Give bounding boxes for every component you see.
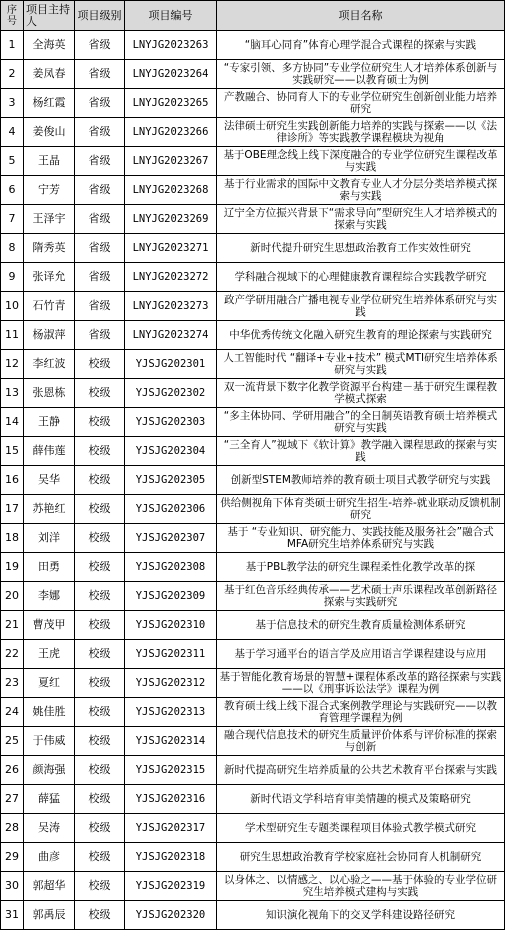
cell-host[interactable]: 石竹青: [24, 292, 75, 321]
cell-code[interactable]: YJSJG202314: [125, 727, 217, 756]
cell-seq[interactable]: 10: [0, 292, 24, 321]
cell-project-name[interactable]: [217, 408, 505, 437]
project-name-text: 融合现代信息技术的研究生质量评价体系与评价标准的探索与创新: [224, 729, 497, 753]
cell-seq[interactable]: 25: [0, 727, 24, 756]
cell-project-name[interactable]: [217, 727, 505, 756]
cell-seq[interactable]: 22: [0, 640, 24, 669]
cell-seq[interactable]: 1: [0, 31, 24, 60]
cell-level[interactable]: 校级: [75, 582, 125, 611]
cell-level[interactable]: 省级: [75, 321, 125, 350]
cell-seq[interactable]: 2: [0, 60, 24, 89]
project-name-text: 研究生思想政治教育学校家庭社会协同育人机制研究: [239, 851, 482, 863]
cell-code[interactable]: YJSJG202308: [125, 553, 217, 582]
cell-level[interactable]: 校级: [75, 669, 125, 698]
cell-level[interactable]: 校级: [75, 756, 125, 785]
cell-host[interactable]: 李红波: [24, 350, 75, 379]
cell-project-name[interactable]: [217, 698, 505, 727]
cell-level[interactable]: 校级: [75, 524, 125, 553]
cell-code[interactable]: LNYJG2023267: [125, 147, 217, 176]
project-name-text: 基于PBL教学法的研究生课程柔性化教学改革的探: [245, 561, 476, 573]
cell-host[interactable]: 王泽宇: [24, 205, 75, 234]
cell-project-name[interactable]: [217, 205, 505, 234]
cell-code[interactable]: YJSJG202315: [125, 756, 217, 785]
cell-project-name[interactable]: [217, 292, 505, 321]
cell-code[interactable]: LNYJG2023274: [125, 321, 217, 350]
cell-host[interactable]: 王晶: [24, 147, 75, 176]
cell-level[interactable]: 校级: [75, 785, 125, 814]
cell-host[interactable]: 李娜: [24, 582, 75, 611]
cell-level[interactable]: 校级: [75, 408, 125, 437]
cell-host[interactable]: 张译允: [24, 263, 75, 292]
header-code[interactable]: 项目编号: [125, 0, 217, 31]
cell-seq[interactable]: 16: [0, 466, 24, 495]
cell-level[interactable]: 校级: [75, 466, 125, 495]
header-level[interactable]: 项目级别: [75, 0, 125, 31]
cell-code[interactable]: YJSJG202303: [125, 408, 217, 437]
project-name-text: 学术型研究生专题类课程项目体验式教学模式研究: [245, 822, 476, 834]
cell-code[interactable]: YJSJG202306: [125, 495, 217, 524]
cell-seq[interactable]: 8: [0, 234, 24, 263]
cell-level[interactable]: 校级: [75, 495, 125, 524]
cell-host[interactable]: 于伟威: [24, 727, 75, 756]
project-name-text: 学科融合视域下的心理健康教育课程综合实践教学研究: [234, 271, 487, 283]
cell-project-name[interactable]: [217, 263, 505, 292]
cell-code[interactable]: YJSJG202320: [125, 901, 217, 930]
cell-level[interactable]: 校级: [75, 350, 125, 379]
project-name-text: 产教融合、协同育人下的专业学位研究生创新创业能力培养研究: [224, 91, 497, 115]
cell-host[interactable]: 全海英: [24, 31, 75, 60]
project-name-text: 人工智能时代 “翻译+专业+技术” 模式MTI研究生培养体系研究与实践: [223, 352, 498, 376]
cell-level[interactable]: 校级: [75, 437, 125, 466]
cell-seq[interactable]: 29: [0, 843, 24, 872]
cell-host[interactable]: 王虎: [24, 640, 75, 669]
cell-seq[interactable]: 26: [0, 756, 24, 785]
cell-level[interactable]: 省级: [75, 118, 125, 147]
cell-code[interactable]: LNYJG2023263: [125, 31, 217, 60]
project-name-text: 新时代提高研究生培养质量的公共艺术教育平台探索与实践: [224, 764, 497, 776]
cell-project-name[interactable]: [217, 495, 505, 524]
cell-project-name[interactable]: [217, 31, 505, 60]
project-name-text: 基于红色音乐经典传承——艺术硕士声乐课程改革创新路径探索与实践研究: [224, 584, 497, 608]
cell-seq[interactable]: 28: [0, 814, 24, 843]
cell-project-name[interactable]: [217, 872, 505, 901]
cell-host[interactable]: 张恩栋: [24, 379, 75, 408]
cell-level[interactable]: 省级: [75, 60, 125, 89]
cell-level[interactable]: 校级: [75, 872, 125, 901]
cell-code[interactable]: LNYJG2023272: [125, 263, 217, 292]
cell-level[interactable]: 省级: [75, 176, 125, 205]
cell-level[interactable]: 校级: [75, 814, 125, 843]
cell-host[interactable]: 夏红: [24, 669, 75, 698]
cell-host[interactable]: 杨红霞: [24, 89, 75, 118]
cell-project-name[interactable]: [217, 669, 505, 698]
project-name-text: 中华优秀传统文化融入研究生教育的理论探索与实践研究: [229, 329, 492, 341]
cell-seq[interactable]: 23: [0, 669, 24, 698]
cell-level[interactable]: 校级: [75, 611, 125, 640]
cell-project-name[interactable]: [217, 843, 505, 872]
cell-seq[interactable]: 6: [0, 176, 24, 205]
cell-project-name[interactable]: [217, 350, 505, 379]
cell-host[interactable]: 姜俊山: [24, 118, 75, 147]
cell-code[interactable]: YJSJG202302: [125, 379, 217, 408]
header-host[interactable]: 项目主持人: [24, 0, 75, 31]
cell-project-name[interactable]: [217, 582, 505, 611]
cell-level[interactable]: 校级: [75, 379, 125, 408]
cell-project-name[interactable]: [217, 176, 505, 205]
cell-seq[interactable]: 9: [0, 263, 24, 292]
cell-code[interactable]: YJSJG202304: [125, 437, 217, 466]
cell-host[interactable]: 吴华: [24, 466, 75, 495]
cell-host[interactable]: 苏艳红: [24, 495, 75, 524]
project-name-text: 新时代提升研究生思想政治教育工作实效性研究: [250, 242, 471, 254]
project-name-text: 知识演化视角下的交叉学科建设路径研究: [266, 909, 455, 921]
cell-host[interactable]: 颜海强: [24, 756, 75, 785]
cell-host[interactable]: 薛伟莲: [24, 437, 75, 466]
cell-host[interactable]: 薛猛: [24, 785, 75, 814]
project-name-text: 基于 “专业知识、研究能力、实践技能及服务社会”融合式MFA研究生培养体系研究与实践: [227, 526, 494, 550]
cell-level[interactable]: 省级: [75, 234, 125, 263]
project-name-text: 基于智能化教育场景的智慧+课程体系改革的路径探索与实践——以《刑事诉讼法学》课程为例: [219, 671, 502, 695]
cell-host[interactable]: 曹茂甲: [24, 611, 75, 640]
project-name-text: 创新型STEM教师培养的教育硕士项目式教学研究与实践: [230, 474, 491, 486]
project-name-text: “多主体协同、学研用融合”的全日制英语教育硕士培养模式研究与实践: [223, 410, 498, 434]
cell-project-name[interactable]: [217, 814, 505, 843]
cell-code[interactable]: LNYJG2023273: [125, 292, 217, 321]
cell-code[interactable]: LNYJG2023269: [125, 205, 217, 234]
cell-level[interactable]: 省级: [75, 31, 125, 60]
cell-level[interactable]: 省级: [75, 205, 125, 234]
project-name-text: 法律硕士研究生实践创新能力培养的实践与探索——以《法律诊所》等实践教学课程模块为视角: [224, 120, 497, 144]
cell-host[interactable]: 隋秀英: [24, 234, 75, 263]
cell-host[interactable]: 郭禹辰: [24, 901, 75, 930]
cell-seq[interactable]: 31: [0, 901, 24, 930]
cell-code[interactable]: YJSJG202309: [125, 582, 217, 611]
cell-project-name[interactable]: [217, 379, 505, 408]
cell-project-name[interactable]: [217, 466, 505, 495]
project-name-text: 新时代语文学科培育审美情趣的模式及策略研究: [250, 793, 471, 805]
cell-seq[interactable]: 21: [0, 611, 24, 640]
cell-project-name[interactable]: [217, 756, 505, 785]
cell-level[interactable]: 校级: [75, 727, 125, 756]
project-name-text: 辽宁全方位振兴背景下“需求导向”型研究生人才培养模式的探索与实践: [223, 207, 498, 231]
cell-project-name[interactable]: [217, 640, 505, 669]
cell-seq[interactable]: 13: [0, 379, 24, 408]
cell-code[interactable]: YJSJG202310: [125, 611, 217, 640]
cell-host[interactable]: 姜凤春: [24, 60, 75, 89]
cell-level[interactable]: 省级: [75, 263, 125, 292]
project-name-text: 以身体之、以情感之、以心验之——基于体验的专业学位研究生培养模式建构与实践: [224, 874, 497, 898]
cell-seq[interactable]: 12: [0, 350, 24, 379]
cell-project-name[interactable]: [217, 234, 505, 263]
header-seq-line1: 序: [7, 4, 17, 16]
cell-host[interactable]: 杨淑萍: [24, 321, 75, 350]
cell-seq[interactable]: 19: [0, 553, 24, 582]
project-name-text: 基于行业需求的国际中文教育专业人才分层分类培养模式探索与实践: [224, 178, 497, 202]
project-name-text: 教育硕士线上线下混合式案例教学理论与实践研究——以教育管理学课程为例: [224, 700, 497, 724]
cell-seq[interactable]: 20: [0, 582, 24, 611]
cell-code[interactable]: LNYJG2023264: [125, 60, 217, 89]
cell-level[interactable]: 省级: [75, 89, 125, 118]
cell-host[interactable]: 田勇: [24, 553, 75, 582]
cell-code[interactable]: YJSJG202307: [125, 524, 217, 553]
project-name-text: “脑耳心同育”体育心理学混合式课程的探索与实践: [244, 39, 477, 51]
project-name-text: “三全育人”视域下《软计算》教学融入课程思政的探索与实践: [223, 439, 498, 463]
project-name-text: 基于OBE理念线上线下深度融合的专业学位研究生课程改革与实践: [223, 149, 498, 173]
cell-project-name[interactable]: [217, 524, 505, 553]
cell-project-name[interactable]: [217, 785, 505, 814]
cell-seq[interactable]: 24: [0, 698, 24, 727]
cell-seq[interactable]: 30: [0, 872, 24, 901]
project-name-text: 政产学研用融合广播电视专业学位研究生培养体系研究与实践: [224, 294, 497, 318]
project-name-text: “专家引领、多方协同”专业学位研究生人才培养体系创新与实践研究——以教育硕士为例: [223, 62, 498, 86]
cell-project-name[interactable]: [217, 611, 505, 640]
cell-host[interactable]: 吴涛: [24, 814, 75, 843]
cell-code[interactable]: YJSJG202317: [125, 814, 217, 843]
cell-code[interactable]: LNYJG2023265: [125, 89, 217, 118]
header-seq-line2: 号: [7, 15, 17, 27]
cell-code[interactable]: LNYJG2023266: [125, 118, 217, 147]
cell-project-name[interactable]: [217, 321, 505, 350]
cell-seq[interactable]: 18: [0, 524, 24, 553]
project-name-text: 双一流背景下数字化教学资源平台构建－基于研究生课程教学模式探索: [224, 381, 497, 405]
cell-code[interactable]: YJSJG202316: [125, 785, 217, 814]
cell-code[interactable]: YJSJG202311: [125, 640, 217, 669]
cell-code[interactable]: YJSJG202318: [125, 843, 217, 872]
cell-code[interactable]: LNYJG2023268: [125, 176, 217, 205]
cell-seq[interactable]: 3: [0, 89, 24, 118]
cell-level[interactable]: 省级: [75, 147, 125, 176]
header-name[interactable]: 项目名称: [217, 0, 505, 31]
cell-project-name[interactable]: [217, 60, 505, 89]
cell-code[interactable]: YJSJG202301: [125, 350, 217, 379]
project-name-text: 基于学习通平台的语言学及应用语言学课程建设与应用: [234, 648, 487, 660]
cell-seq[interactable]: 5: [0, 147, 24, 176]
cell-code[interactable]: YJSJG202319: [125, 872, 217, 901]
cell-host[interactable]: 刘洋: [24, 524, 75, 553]
cell-project-name[interactable]: [217, 901, 505, 930]
cell-project-name[interactable]: [217, 553, 505, 582]
cell-seq[interactable]: 7: [0, 205, 24, 234]
cell-host[interactable]: 曲彦: [24, 843, 75, 872]
cell-level[interactable]: 省级: [75, 292, 125, 321]
cell-code[interactable]: YJSJG202312: [125, 669, 217, 698]
cell-seq[interactable]: 15: [0, 437, 24, 466]
cell-code[interactable]: YJSJG202305: [125, 466, 217, 495]
cell-project-name[interactable]: [217, 147, 505, 176]
cell-code[interactable]: LNYJG2023271: [125, 234, 217, 263]
cell-level[interactable]: 校级: [75, 640, 125, 669]
cell-seq[interactable]: 4: [0, 118, 24, 147]
cell-level[interactable]: 校级: [75, 698, 125, 727]
cell-host[interactable]: 王静: [24, 408, 75, 437]
project-name-text: 基于信息技术的研究生教育质量检测体系研究: [255, 619, 466, 631]
project-name-text: 供给侧视角下体育类硕士研究生招生-培养-就业联动反馈机制研究: [220, 497, 501, 521]
cell-host[interactable]: 姚佳胜: [24, 698, 75, 727]
cell-level[interactable]: 校级: [75, 901, 125, 930]
cell-seq[interactable]: 17: [0, 495, 24, 524]
cell-seq[interactable]: 11: [0, 321, 24, 350]
cell-project-name[interactable]: [217, 89, 505, 118]
cell-seq[interactable]: 14: [0, 408, 24, 437]
cell-seq[interactable]: 27: [0, 785, 24, 814]
cell-host[interactable]: 郭超华: [24, 872, 75, 901]
cell-code[interactable]: YJSJG202313: [125, 698, 217, 727]
cell-project-name[interactable]: [217, 437, 505, 466]
cell-level[interactable]: 校级: [75, 843, 125, 872]
cell-level[interactable]: 校级: [75, 553, 125, 582]
cell-host[interactable]: 宁芳: [24, 176, 75, 205]
cell-project-name[interactable]: [217, 118, 505, 147]
header-seq[interactable]: [0, 0, 24, 31]
